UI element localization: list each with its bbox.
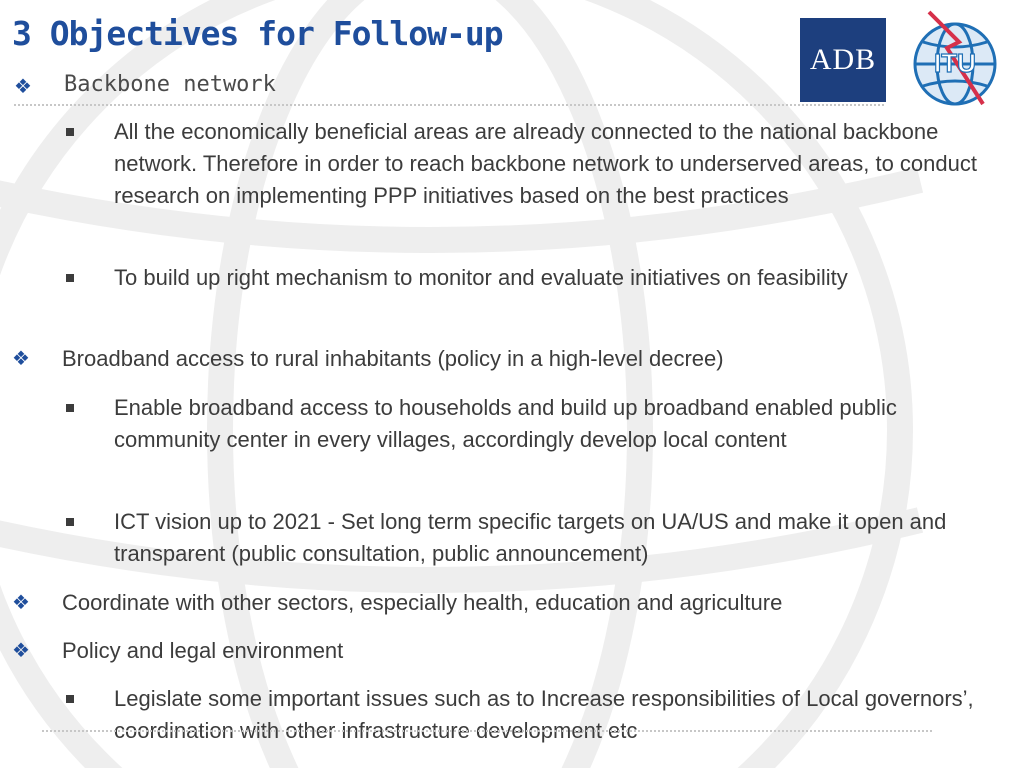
square-bullet-icon	[66, 128, 74, 136]
list-item-text: ICT vision up to 2021 - Set long term specific targets on UA/US and make it open and transparent (public consultation, public announcement)	[114, 509, 947, 566]
itu-logo-text: ITU	[934, 48, 976, 78]
list-item-text: Legislate some important issues such as to Increase responsibilities of Local governors’, coordination with other infrastructure development etc	[114, 686, 974, 743]
square-bullet-icon	[66, 695, 74, 703]
list-item	[114, 683, 1009, 747]
diamond-bullet-icon: ❖	[12, 640, 30, 662]
square-bullet-icon	[66, 518, 74, 526]
square-bullet-icon	[66, 274, 74, 282]
section-heading	[12, 343, 1012, 375]
adb-logo-text: ADB	[809, 43, 877, 76]
footer-divider	[42, 730, 932, 732]
square-bullet-icon	[66, 404, 74, 412]
list-item-text: To build up right mechanism to monitor and evaluate initiatives on feasibility	[114, 265, 848, 290]
section-heading-text: Coordinate with other sectors, especially health, education and agriculture	[62, 590, 783, 615]
list-item	[114, 116, 1009, 212]
list-item-text: Enable broadband access to households and build up broadband enabled public community center in every villages, accordingly develop local content	[114, 395, 897, 452]
section-heading-text: Policy and legal environment	[62, 638, 344, 663]
diamond-bullet-icon: ❖	[12, 348, 30, 370]
section-heading	[12, 587, 1012, 619]
list-item	[114, 392, 1009, 456]
subtitle-row	[14, 68, 884, 106]
itu-logo	[905, 8, 1005, 108]
list-item	[114, 506, 1009, 570]
list-item-text: All the economically beneficial areas are already connected to the national backbone network. Therefore in order to reach backbone network to underserved areas, to conduct research on implementing PPP initiatives based on the best practices	[114, 119, 977, 208]
slide-title: 3 Objectives for Follow-up	[12, 14, 503, 53]
adb-logo	[800, 18, 886, 102]
diamond-bullet-icon: ❖	[12, 592, 30, 614]
section-heading-text: Broadband access to rural inhabitants (policy in a high-level decree)	[62, 346, 724, 371]
section-heading	[12, 635, 1012, 667]
list-item	[114, 262, 1009, 294]
subtitle: Backbone network	[64, 72, 276, 97]
diamond-bullet-icon: ❖	[14, 76, 32, 98]
